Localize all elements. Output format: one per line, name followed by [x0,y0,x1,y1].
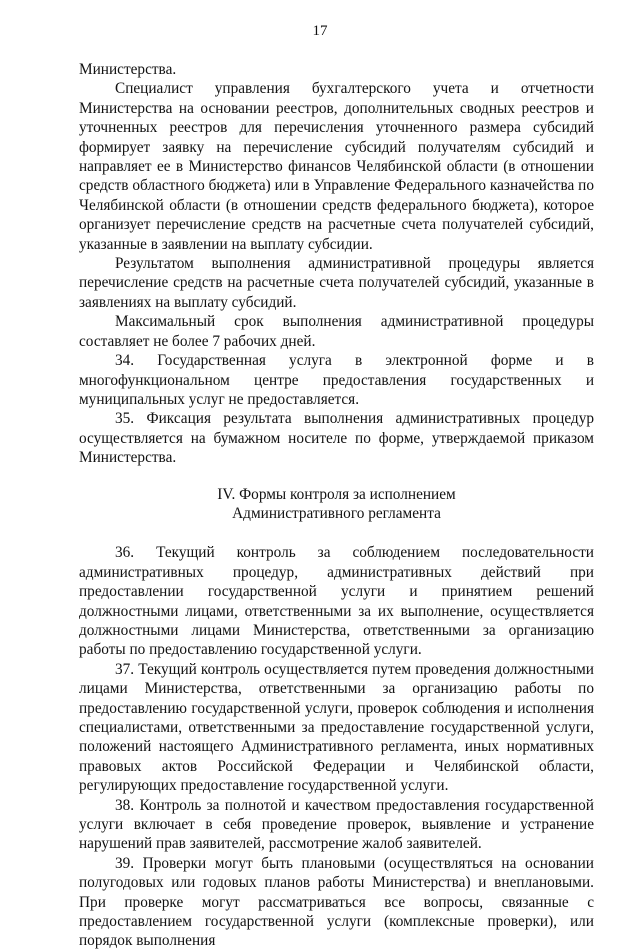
paragraph-item-35: 35. Фиксация результата выполнения административных процедур осуществляется на бумажном носителе по форме, утверждаемой приказом Министерства. [79,410,594,467]
section-heading [79,485,594,524]
paragraph-max-duration: Максимальный срок выполнения административной процедуры составляет не более 7 рабочих дней. [79,313,594,350]
paragraph-item-37: 37. Текущий контроль осуществляется путем проведения должностными лицами Министерства, ответственными за организацию работы по предоставлению государственной услуги, проверок соблюдения и исполнения специалистами, ответственными за предоставление государственной услуги, положений настоящего Административного регламента, иных нормативных правовых актов Российской Федерации и Челябинской области, регулирующих предоставление государственной услуги. [79,660,594,795]
paragraph-subsidy-request: Специалист управления бухгалтерского учета и отчетности Министерства на основании реестров, дополнительных сводных реестров и уточненных реестров для перечисления уточненного размера субсидий формирует заявку на перечисление субсидий получателям субсидий и направляет ее в Министерство финансов Челябинской области (в отношении средств областного бюджета) или в Управление Федерального казначейства по Челябинской области (в отношении средств федерального бюджета), которое организует перечисление средств на расчетные счета получателей субсидий, указанные в заявлении на выплату субсидии. [79,80,594,253]
paragraph-continuation: Министерства. [79,61,177,78]
paragraph-procedure-result: Результатом выполнения административной процедуры является перечисление средств на расчетные счета получателей субсидий, указанные в заявлениях на выплату субсидий. [79,255,594,311]
document-body [79,60,594,951]
section-spacer [79,523,594,543]
section-heading-line-2: Административного регламента [232,504,441,522]
paragraph-item-34: 34. Государственная услуга в электронной форме и в многофункциональном центре предоставления государственных и муниципальных услуг не предоставляется. [79,352,594,408]
paragraph-item-36: 36. Текущий контроль за соблюдением последовательности административных процедур, административных действий при предоставлении государственной услуги и принятием решений должностными лицами, ответственными за их выполнение, осуществляется должностными лицами Министерства, ответственными за организацию работы по предоставлению государственной услуги. [79,544,594,659]
page-number: 17 [312,23,328,39]
paragraph-item-38: 38. Контроль за полнотой и качеством предоставления государственной услуги включает в себя проведение проверок, выявление и устранение нарушений прав заявителей, рассмотрение жалоб заявителей. [79,796,594,853]
section-heading-line-1: IV. Формы контроля за исполнением [217,485,456,503]
paragraph-item-39: 39. Проверки могут быть плановыми (осуществляться на основании полугодовых или годовых планов работы Министерства) и внеплановыми. При проверке могут рассматриваться все вопросы, связанные с предоставлением государственной услуги (комплексные проверки), или порядок выполнения [79,854,594,950]
